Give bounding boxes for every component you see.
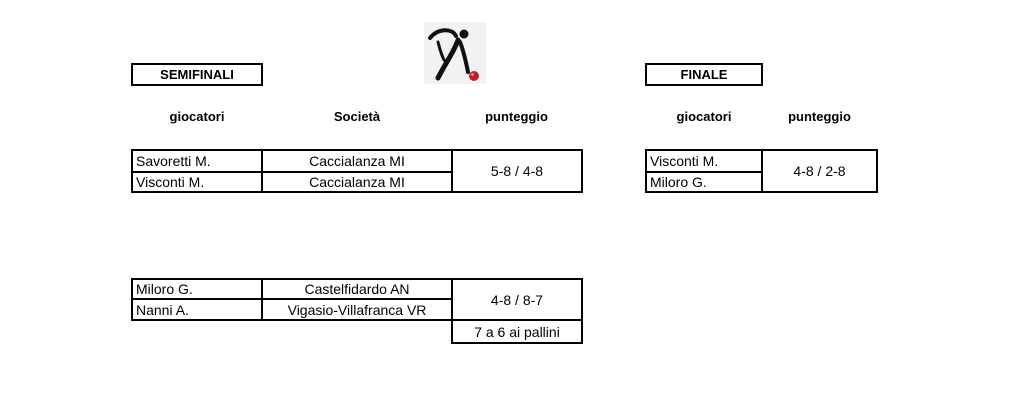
semifinali-header-players: giocatori: [169, 109, 225, 124]
score-cell: 5-8 / 4-8: [451, 149, 583, 193]
tiebreak-note-cell: 7 a 6 ai pallini: [451, 319, 583, 344]
score-cell: 4-8 / 2-8: [761, 149, 878, 193]
score-cell: 4-8 / 8-7: [451, 278, 583, 321]
club-cell: Caccialanza MI: [261, 171, 453, 193]
club-cell: Caccialanza MI: [261, 149, 453, 173]
semifinal-match-1: [131, 149, 583, 193]
club-cell: Castelfidardo AN: [261, 278, 453, 300]
semifinali-header-score: punteggio: [485, 109, 548, 124]
semifinali-header-club: Società: [333, 109, 381, 124]
semifinali-title: SEMIFINALI: [131, 63, 263, 86]
semifinal-match-2: [131, 278, 583, 344]
finale-header-score: punteggio: [788, 109, 851, 124]
player-cell: Miloro G.: [131, 278, 263, 300]
finale-title: FINALE: [645, 63, 763, 86]
final-match: [645, 149, 878, 193]
bocce-player-icon: [424, 22, 486, 84]
finale-header-players: giocatori: [676, 109, 732, 124]
player-cell: Miloro G.: [645, 171, 763, 193]
club-cell: Vigasio-Villafranca VR: [261, 298, 453, 321]
player-cell: Visconti M.: [645, 149, 763, 173]
player-cell: Nanni A.: [131, 298, 263, 321]
player-cell: Savoretti M.: [131, 149, 263, 173]
player-cell: Visconti M.: [131, 171, 263, 193]
